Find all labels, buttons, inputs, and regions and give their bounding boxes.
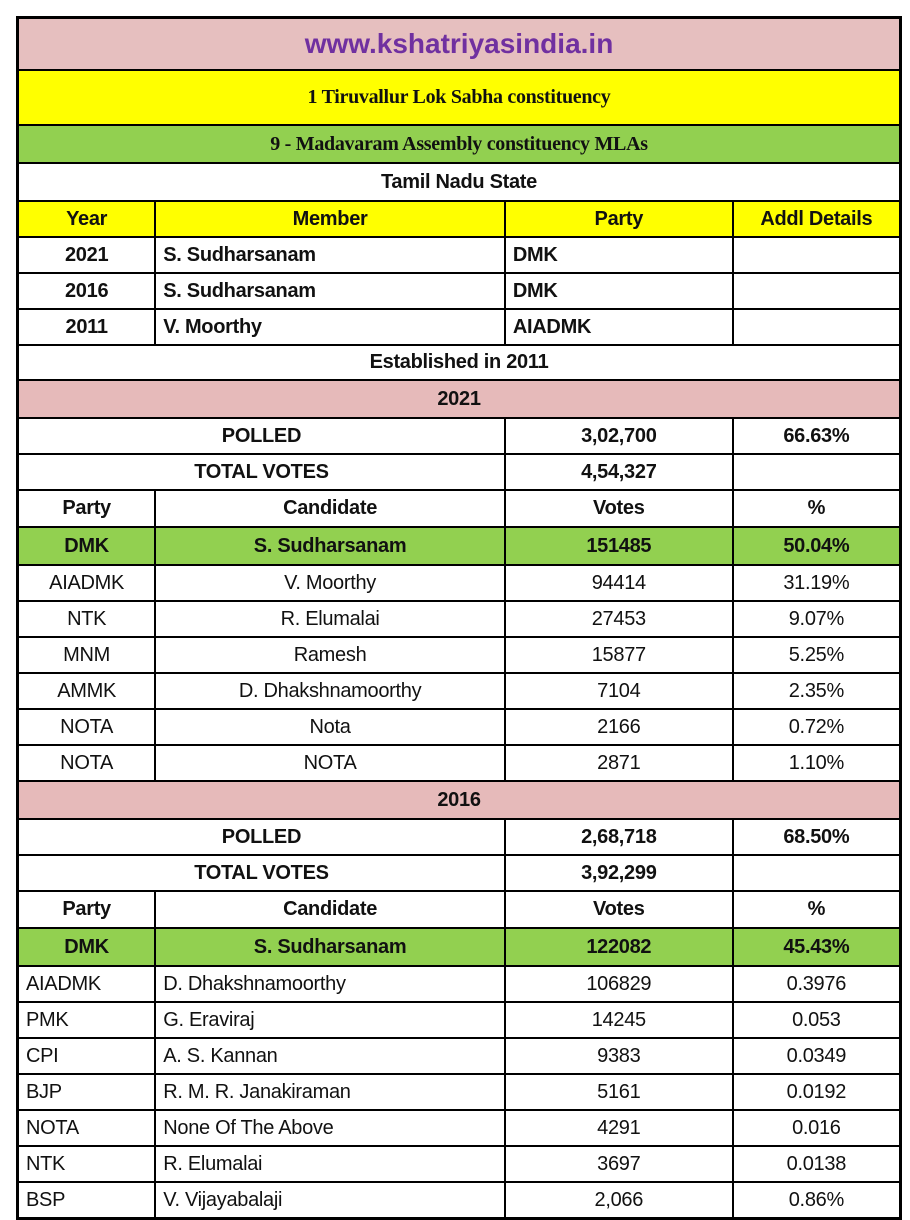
result-candidate: Ramesh — [155, 637, 505, 673]
result-party: NTK — [18, 601, 156, 637]
result-votes: 94414 — [505, 565, 733, 601]
results-col-votes: Votes — [505, 490, 733, 527]
mla-col-party: Party — [505, 201, 733, 237]
polled-row-2021 — [18, 418, 901, 454]
result-votes: 9383 — [505, 1038, 733, 1074]
result-party: PMK — [18, 1002, 156, 1038]
result-percent: 1.10% — [733, 745, 901, 781]
winner-percent: 45.43% — [733, 928, 901, 966]
results-col-percent: % — [733, 490, 901, 527]
total-votes-percent — [733, 454, 901, 490]
result-row — [18, 1074, 901, 1110]
result-percent: 0.016 — [733, 1110, 901, 1146]
result-percent: 0.86% — [733, 1182, 901, 1219]
result-row — [18, 1002, 901, 1038]
result-votes: 4291 — [505, 1110, 733, 1146]
mla-year: 2016 — [18, 273, 156, 309]
mla-addl — [733, 237, 901, 273]
mla-row — [18, 237, 901, 273]
results-col-party: Party — [18, 490, 156, 527]
result-party: AMMK — [18, 673, 156, 709]
result-votes: 5161 — [505, 1074, 733, 1110]
mla-member: V. Moorthy — [155, 309, 505, 345]
total-votes-row-2021 — [18, 454, 901, 490]
result-party: NTK — [18, 1146, 156, 1182]
result-row — [18, 601, 901, 637]
result-row — [18, 1038, 901, 1074]
total-votes-value: 3,92,299 — [505, 855, 733, 891]
result-candidate: D. Dhakshnamoorthy — [155, 966, 505, 1002]
mla-year: 2011 — [18, 309, 156, 345]
total-votes-label: TOTAL VOTES — [18, 855, 505, 891]
election-year-banner-2016 — [18, 781, 901, 819]
constituency-title-row — [18, 70, 901, 125]
total-votes-value: 4,54,327 — [505, 454, 733, 490]
total-votes-row-2016 — [18, 855, 901, 891]
result-votes: 14245 — [505, 1002, 733, 1038]
polled-votes: 3,02,700 — [505, 418, 733, 454]
mla-member: S. Sudharsanam — [155, 237, 505, 273]
mla-party: DMK — [505, 237, 733, 273]
result-candidate: D. Dhakshnamoorthy — [155, 673, 505, 709]
winner-percent: 50.04% — [733, 527, 901, 565]
winner-party: DMK — [18, 928, 156, 966]
result-party: AIADMK — [18, 565, 156, 601]
result-percent: 9.07% — [733, 601, 901, 637]
winner-votes: 122082 — [505, 928, 733, 966]
winner-row-2016 — [18, 928, 901, 966]
winner-candidate: S. Sudharsanam — [155, 527, 505, 565]
polled-votes: 2,68,718 — [505, 819, 733, 855]
results-col-votes: Votes — [505, 891, 733, 928]
result-row — [18, 637, 901, 673]
result-votes: 2,066 — [505, 1182, 733, 1219]
site-banner-row — [18, 18, 901, 71]
winner-party: DMK — [18, 527, 156, 565]
mla-party: DMK — [505, 273, 733, 309]
polled-percent: 68.50% — [733, 819, 901, 855]
results-col-candidate: Candidate — [155, 891, 505, 928]
result-candidate: NOTA — [155, 745, 505, 781]
result-row — [18, 745, 901, 781]
result-votes: 106829 — [505, 966, 733, 1002]
results-col-percent: % — [733, 891, 901, 928]
polled-row-2016 — [18, 819, 901, 855]
result-party: CPI — [18, 1038, 156, 1074]
result-votes: 3697 — [505, 1146, 733, 1182]
result-row — [18, 673, 901, 709]
total-votes-label: TOTAL VOTES — [18, 454, 505, 490]
state-row — [18, 163, 901, 201]
mla-member: S. Sudharsanam — [155, 273, 505, 309]
result-percent: 2.35% — [733, 673, 901, 709]
result-row — [18, 709, 901, 745]
election-year: 2021 — [18, 380, 901, 418]
winner-row-2021 — [18, 527, 901, 565]
result-candidate: A. S. Kannan — [155, 1038, 505, 1074]
established-note: Established in 2011 — [18, 345, 901, 380]
result-votes: 7104 — [505, 673, 733, 709]
result-votes: 2166 — [505, 709, 733, 745]
result-percent: 0.053 — [733, 1002, 901, 1038]
election-year-banner-2021 — [18, 380, 901, 418]
result-percent: 0.0349 — [733, 1038, 901, 1074]
result-candidate: Nota — [155, 709, 505, 745]
results-col-party: Party — [18, 891, 156, 928]
result-percent: 0.0192 — [733, 1074, 901, 1110]
result-party: BJP — [18, 1074, 156, 1110]
result-percent: 31.19% — [733, 565, 901, 601]
total-votes-percent — [733, 855, 901, 891]
polled-percent: 66.63% — [733, 418, 901, 454]
mla-year: 2021 — [18, 237, 156, 273]
assembly-title-row — [18, 125, 901, 163]
mla-col-year: Year — [18, 201, 156, 237]
result-party: MNM — [18, 637, 156, 673]
result-candidate: None Of The Above — [155, 1110, 505, 1146]
mla-addl — [733, 309, 901, 345]
result-row — [18, 966, 901, 1002]
mla-row — [18, 309, 901, 345]
result-party: NOTA — [18, 745, 156, 781]
mla-row — [18, 273, 901, 309]
election-year: 2016 — [18, 781, 901, 819]
result-candidate: V. Vijayabalaji — [155, 1182, 505, 1219]
mla-col-addl: Addl Details — [733, 201, 901, 237]
mla-col-member: Member — [155, 201, 505, 237]
result-candidate: R. Elumalai — [155, 1146, 505, 1182]
results-header-2016 — [18, 891, 901, 928]
winner-candidate: S. Sudharsanam — [155, 928, 505, 966]
result-votes: 15877 — [505, 637, 733, 673]
result-candidate: G. Eraviraj — [155, 1002, 505, 1038]
result-percent: 5.25% — [733, 637, 901, 673]
polled-label: POLLED — [18, 819, 505, 855]
site-url: www.kshatriyasindia.in — [304, 28, 614, 59]
result-party: NOTA — [18, 1110, 156, 1146]
result-candidate: R. Elumalai — [155, 601, 505, 637]
result-row — [18, 1110, 901, 1146]
result-party: AIADMK — [18, 966, 156, 1002]
polled-label: POLLED — [18, 418, 505, 454]
state-title: Tamil Nadu State — [18, 163, 901, 201]
established-row — [18, 345, 901, 380]
result-percent: 0.0138 — [733, 1146, 901, 1182]
result-candidate: R. M. R. Janakiraman — [155, 1074, 505, 1110]
constituency-table — [16, 16, 902, 1220]
mla-addl — [733, 273, 901, 309]
result-percent: 0.3976 — [733, 966, 901, 1002]
winner-votes: 151485 — [505, 527, 733, 565]
result-row — [18, 1182, 901, 1219]
result-votes: 2871 — [505, 745, 733, 781]
result-row — [18, 1146, 901, 1182]
mla-header-row — [18, 201, 901, 237]
constituency-title: 1 Tiruvallur Lok Sabha constituency — [18, 70, 901, 125]
result-percent: 0.72% — [733, 709, 901, 745]
results-header-2021 — [18, 490, 901, 527]
result-candidate: V. Moorthy — [155, 565, 505, 601]
result-party: BSP — [18, 1182, 156, 1219]
result-party: NOTA — [18, 709, 156, 745]
result-votes: 27453 — [505, 601, 733, 637]
results-col-candidate: Candidate — [155, 490, 505, 527]
assembly-title: 9 - Madavaram Assembly constituency MLAs — [18, 125, 901, 163]
result-row — [18, 565, 901, 601]
mla-party: AIADMK — [505, 309, 733, 345]
